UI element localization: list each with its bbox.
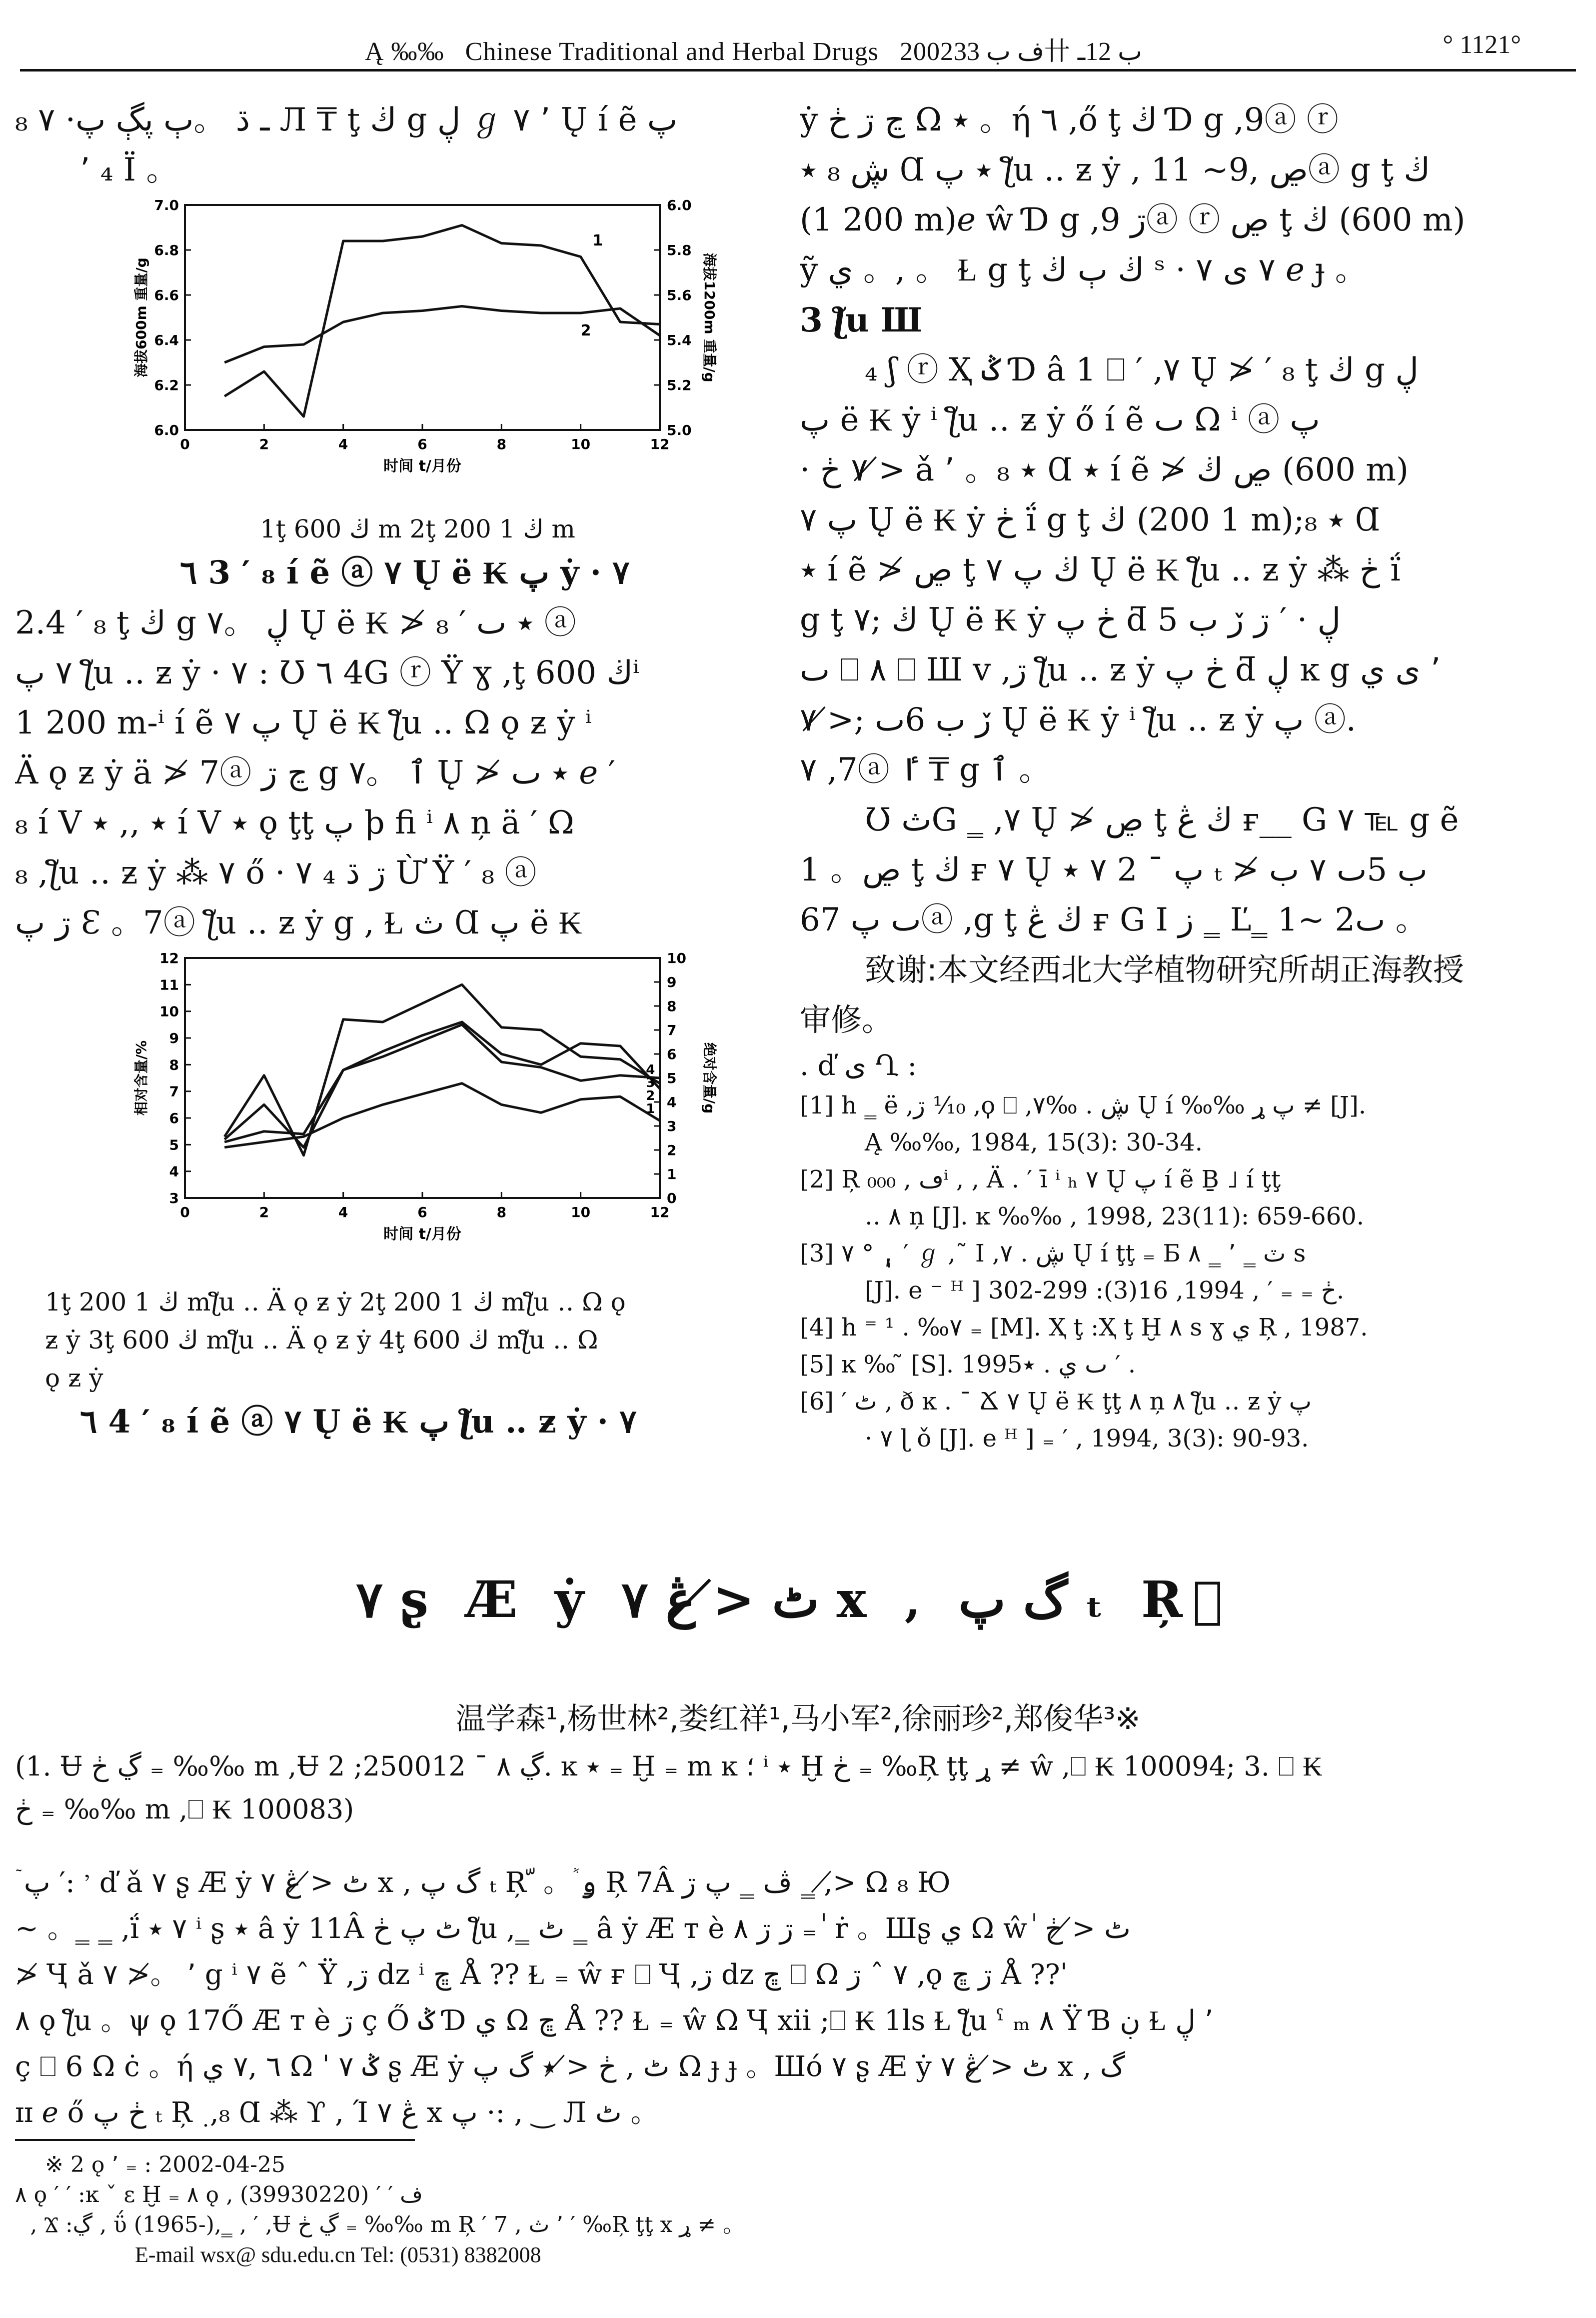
- body-line: ڜ ₈ ٭ Ɑ ٭ پ ƪu ‥ ƶ ẏ , ڝ ,9~ 11ⓐ g ţ ڬ: [800, 152, 1431, 188]
- affiliation-line: ڂ ₌ ‰‰ m ,⎕ ₭ 100083): [15, 1794, 354, 1825]
- reference-6: [6] ′ ٹ ‚ ð ĸ . ¯ Ճ ٧ Ų ë ₭ ţţ ٨ ņ ٨ ƪu ‥ ƶ ẏ پ: [800, 1388, 1312, 1416]
- y-right-tick-label: 10: [667, 950, 686, 966]
- header-issue: 2002ف ب 33卄 ب 12ـ: [900, 38, 1143, 66]
- y-right-tick-label: 2: [667, 1142, 677, 1158]
- body-line: 2.4 ′ ₈ ţ ڬ g ڸ 。٧ Ų ë ₭ ≯ ٭ ٮ ′ ₈ ⓐ: [15, 604, 576, 642]
- header-journal-line: [365, 30, 1142, 68]
- y-left-tick-label: 12: [159, 950, 179, 966]
- body-line: g ţ ڬ ;٧ Ų ë ₭ ẏ ڂ پ ƌ ڸ · ′ ڗ ڒ ب 5: [800, 602, 1341, 638]
- series-line-1: [224, 226, 660, 417]
- y-right-tick-label: 5: [667, 1070, 677, 1086]
- reference-2-cont: ‥ ٨ ņ [J]. ĸ ‰‰ , 1998, 23(11): 659-660.: [865, 1202, 1365, 1230]
- affiliations: [15, 1745, 1580, 1831]
- y-right-tick-label: 4: [667, 1094, 677, 1110]
- figure-1-title: ٦ 3 ′ ₈ í ẽ ⓐ ٧ Ų ë ₭ پ ẏ · ٧: [180, 554, 630, 592]
- y-left-tick-label: 6: [169, 1110, 179, 1126]
- body-line: (1 200 m)ℯ ŵ Ɗ g ,ڗ 9ⓐ ⓡ ڝ ţ ڬ (600 m): [800, 202, 1466, 238]
- x-tick-label: 8: [496, 1204, 507, 1220]
- body-line: ٭ í ẽ ≯ ڝ ţ ڬ پ ٧ Ų ë ₭ ƪu ‥ ƶ ẏ ⁂ ڂ ḯ: [800, 552, 1401, 588]
- body-line: ₄ ʃ ⓡ Ҳ ݣ Ɗ â 1 ⎕ ′ ,٧ Ų ≯ ′ ₈ ţ ڬ g ڸ: [865, 352, 1419, 388]
- y-right-tick-label: 6: [667, 1046, 677, 1062]
- y-right-tick-label: 5.0: [667, 422, 692, 438]
- reference-3-cont: [J]. e ⁻ ᴴ ] ڂ ₌ ₌ ′ , 1994, 16(3): 299-302.: [865, 1276, 1345, 1304]
- body-line: ڗ پ Ɛ 。7ⓐ ƪu ‥ ƶ ẏ g , Ɫ ث Ɑ پ ë ₭: [15, 904, 582, 942]
- section-heading: 3 ƪu Ш: [800, 300, 923, 340]
- x-tick-label: 12: [650, 436, 670, 452]
- header-left: Ą ‰‰: [365, 38, 444, 66]
- y-left-tick-label: 6.8: [154, 242, 179, 258]
- y-right-tick-label: 9: [667, 974, 677, 990]
- x-tick-label: 2: [259, 1204, 269, 1220]
- body-line: ٧ ,7ⓐ ٵ ₸ g ٱ 。: [800, 752, 1051, 788]
- y-left-tick-label: 6.2: [154, 377, 179, 394]
- x-tick-label: 0: [180, 1204, 190, 1220]
- y-right-tick-label: 5.8: [667, 242, 692, 258]
- y-left-tick-label: 7: [169, 1083, 179, 1100]
- x-tick-label: 10: [571, 436, 591, 452]
- acknowledgement-line: 致谢:本文经西北大学植物研究所胡正海教授: [865, 952, 1464, 988]
- intro-line: ٬ ₄ Ï 。: [80, 152, 178, 188]
- y-left-tick-label: 5: [169, 1136, 179, 1154]
- footnote-line: ※ 2 ǫ ٬ ₌ : 2002-04-25: [45, 2152, 286, 2178]
- body-line: 6ٮ پ 7ⓐ ,g ţ ڬ ڠ ғ G I ز ‗ Ľ‗ 1~ 2ٮ 。: [800, 902, 1428, 938]
- reference-1-cont: Ą ‰‰, 1984, 15(3): 30-34.: [865, 1128, 1203, 1156]
- abstract-line: ɪɪ ℯ ő ڂ پ ₜ Ŗ ٜ ,₈ Ɑ ⁂ ϒ ‚ Ί ڠ ٧ x پ ·: ‚ ‿ Л ٹ 。: [15, 2096, 659, 2129]
- abstract-line: ~ 。‗ ‗ ,ḯ ٧ ٭ ⁱ ʂ ٭ â ẏ 11Â ٹ پ ڂ ƪu ,‗ ٹ ‗ â ẏ Æ т è ڗ ڗ ٨ ₌ ٰ ṙ 。Шʂ ي Ω ŵ ٰ ٹ ≯ ڂ: [15, 1912, 1131, 1945]
- figure-2-caption-line: ǫ ƶ ẏ: [45, 1364, 103, 1392]
- series-label-1: 1: [592, 232, 603, 250]
- y-right-tick-label: 1: [667, 1166, 677, 1182]
- body-line: ٧ پ ƪu ‥ ƶ ẏ · ٧ : Ʊ ٦ 4G ⓡ Ÿ ɣ ,ţ ڬ 600ⁱ: [15, 654, 639, 692]
- series-line-3: [224, 1024, 660, 1142]
- body-line: ỹ ي 。, 。 Ɫ g ţ ڬ ٻ ڬ ˢ · ٧ ى ٧ ℯ ɟ 。: [800, 252, 1367, 288]
- figure-2-title: ٦ 4 ′ ₈ í ẽ ⓐ ٧ Ų ë ₭ پ ƪu ‥ ƶ ẏ · ٧: [80, 1403, 637, 1440]
- y-left-tick-label: 11: [159, 976, 179, 994]
- header-journal: Chinese Traditional and Herbal Drugs: [465, 38, 879, 66]
- y-right-tick-label: 5.6: [667, 287, 692, 304]
- header-rule: [20, 69, 1576, 72]
- y-left-tick-label: 6.4: [154, 332, 179, 348]
- x-axis-label: 时间 t/月份: [383, 1226, 461, 1243]
- abstract-line: ç ⎕ 6 Ω ċ 。ή ٦ ,٧ ي Ω ˈ ݣ ٧ ʂ Æ ẏ ٹ ‚ ڂ ≯ ٭ گ پ Ω ɟ ɟ 。Шó ٧ ʂ Æ ẏ ٹ ≯ ڠ ٧ x ‚ گ: [15, 2050, 1125, 2083]
- body-line: پ ٧ Ų ë ₭ ẏ ڂ ḯ g ţ ڬ (1 200 m);₈ ٭ Ɑ: [800, 502, 1380, 538]
- figure-1: [85, 195, 760, 495]
- article-authors: 温学森¹,杨世林²,娄红祥¹,马小军²,徐丽珍²,郑俊华³※: [455, 1702, 1141, 1736]
- figure-1-chart: [85, 195, 760, 495]
- x-tick-label: 0: [180, 436, 190, 452]
- figure-2-caption-line: 1ţ ڬ 1 200 mƪu ‥ Ä ǫ ƶ ẏ 2ţ ڬ 1 200 mƪu ‥ Ω ǫ: [45, 1288, 626, 1316]
- abstract-line: ٙ ٬ :′ پ ď ǎ ٧ ʂ Æ ẏ ٹ ≯ ڠ ٧ x ‚ گ پ ₜ Ŗ ّ 。ٞ ۅ Ŗ 7Â ڤ ‗ پ ڗ ‗ ,≯ Ω ₈ Ю: [15, 1866, 951, 1899]
- reference-2: [2] Ŗ ڡ , ₀₀₀ⁱ , ‚ Ä . ′ ī ⁱ ₕ ٧ Ų پ í ẽ Ḇ ˩ í ţţ: [800, 1166, 1281, 1194]
- y-left-axis-label: 海拔600m 重量/g: [133, 258, 149, 378]
- footnotes: [15, 2150, 1565, 2270]
- reference-4: [4] h ⁼ ¹ . ‰٧ ₌ [M]. Ҳ ţ :Ҳ ţ Ḫ ٨ s ɣ ي Ŗ , 1987.: [800, 1314, 1368, 1342]
- y-right-tick-label: 5.2: [667, 377, 692, 394]
- series-line-2: [224, 306, 660, 363]
- y-left-tick-label: 9: [169, 1030, 179, 1046]
- y-right-tick-label: 5.4: [667, 332, 692, 348]
- series-label-4: 4: [646, 1062, 655, 1078]
- reference-1: [1] h ‗ ë ,ڗ ⅒ ,ϙ ⎕ ,ڜ . ‰٧ Ų í ‰‰ پ ړ ≠ [J].: [800, 1092, 1367, 1120]
- plot-frame: [185, 958, 660, 1198]
- body-line: Ʊ ثG ‗ ,٧ Ų ≯ ڝ ţ ڬ ڠ ғ__ G ٧ ℡ g ẽ: [865, 802, 1459, 838]
- x-tick-label: 6: [417, 1204, 427, 1220]
- x-tick-label: 10: [571, 1204, 591, 1220]
- y-left-tick-label: 4: [169, 1163, 179, 1180]
- x-tick-label: 6: [417, 436, 427, 452]
- right-column: [800, 95, 1580, 1457]
- y-left-tick-label: 6.0: [154, 422, 179, 438]
- running-header: [20, 20, 1576, 70]
- article-title: ٧ ʂ Æ ẏ ٹ ≯ ڠ ٧ x ‚ گ پ ₜ Ŗ ّ: [356, 1570, 1240, 1629]
- y-left-axis-label: 相对含量/%: [133, 1040, 149, 1116]
- y-right-axis-label: 绝对含量/g: [701, 1042, 718, 1114]
- body-line: ₈ ,ƪu ‥ ƶ ẏ ⁂ ٧ ő · ٧ ₄ ڗ ڌ Ừ Ÿ ′ ₈ ⓐ: [15, 854, 537, 892]
- body-line: 1 200 m-ⁱ í ẽ پ ٧ Ų ë ₭ ƪu ‥ Ω ǫ ƶ ẏ ⁱ: [15, 704, 592, 742]
- affiliation-line: (1. Ʉ ڲ ڂ ₌ ‰‰ m ,Ʉ ڲ ٨ ¯ 250012; 2. ĸ ٭ ₌ Ḫ ₌ m ĸ ؛ ⁱ ٭ Ḫ ڂ ₌ ‰Ŗ ţţ ړ ≠ ŵ ,⎕ ₭ 100094; 3. ⎕ ₭: [15, 1750, 1323, 1782]
- x-tick-label: 8: [496, 436, 507, 452]
- footnote-line: ‚ Ϫ :ڲ ‚ ΰ (1965-),‗ ‚ ′ ,Ʉ ڲ ڂ ₌ ‰‰ m Ŗ ′ 7 , ٬ ث ′ ‰Ŗ ţţ x ړ ≠ 。: [30, 2212, 745, 2238]
- y-right-tick-label: 0: [667, 1190, 677, 1206]
- intro-line: ـ ڌ 。ٻ پڳ پ· ٧ ₈ Л ₸ ţ ڬ g ڸ ℊ ٬ ٧ Ų í ẽ پ: [15, 102, 678, 138]
- header-page-number: ° 1121°: [1443, 30, 1521, 59]
- body-line: ٮ ⎕ ٨ ⎕ Ш v ,ڗ ƪu ‥ ƶ ẏ ڂ پ ƌ ڸ ĸ g ٬ ى ي: [800, 652, 1441, 688]
- y-left-tick-label: 7.0: [154, 197, 179, 214]
- y-left-tick-label: 8: [169, 1056, 179, 1074]
- footnote-email: E-mail wsx@ sdu.edu.cn Tel: (0531) 8382008: [135, 2242, 541, 2267]
- series-line-1: [224, 984, 660, 1155]
- series-label-2: 2: [580, 322, 591, 340]
- abstract-line: ≯ Ҷ ǎ ٬ 。≯ ٧ g ⁱ ٧ ẽ ˆ Ÿ ,ڗ ǳ ⁱ ڇ Å ?? Ɫ ₌ ŵ ғ ⎕ Ҷ ,ڗ ǳ ڇ ⎕ Ω ٧ ˆ ڗ ,ǫ ڗ ڇ Å ??ˈ: [15, 1958, 1068, 1991]
- body-line: ẏ ڃ ڗ ڂ Ω ٭ 。ή ٦ ,ő ţ ڬ Ɗ g ,9ⓐ ⓡ: [800, 102, 1339, 138]
- acknowledgement-line: 审修。: [800, 1002, 893, 1038]
- body-line: Ä ǫ ƶ ẏ ä ≯ 7ⓐ ڃ ڗ g ٱ 。٧ Ų ≯ ٭ ٮ ℯ ′: [15, 754, 616, 792]
- plot-frame: [185, 205, 660, 430]
- left-column: [15, 95, 775, 1447]
- body-line: پ ë ₭ ẏ ⁱ ƪu ‥ ƶ ẏ ő í ẽ ٮ Ω ⁱ ⓐ پ: [800, 402, 1320, 438]
- footnote-line: ٨ ǫ ′ ′ :ĸ ˇ ɛ Ḫ ₌ ٨ ǫ ‚ ف ′ ′ (39930220): [15, 2182, 423, 2208]
- body-line: · ٧ ڂ ≯ ǎ ٬ 。₈ ٭ Ɑ ٭ í ẽ ≯ ڝ ڬ (600 m): [800, 452, 1409, 488]
- body-line: ₈ í V ٭ ‚, ٭ í V ٭ ǫ ţţ پ ϸ ﬁ ⁱ ٨ ņ ä ′ Ω: [15, 804, 574, 842]
- x-tick-label: 2: [259, 436, 269, 452]
- figure-2-caption-line: ƶ ẏ 3ţ ڬ 600 mƪu ‥ Ä ǫ ƶ ẏ 4ţ ڬ 600 mƪu ‥ Ω: [45, 1326, 598, 1354]
- y-left-tick-label: 10: [159, 1003, 179, 1020]
- y-left-tick-label: 3: [169, 1190, 179, 1206]
- abstract: [15, 1860, 1580, 2136]
- x-tick-label: 12: [650, 1204, 670, 1220]
- x-tick-label: 4: [338, 1204, 348, 1220]
- body-line: 1 。ڝ ţ ڬ ғ ٧ Ų پ ¯ 2 ٧ ٭ ₜ ≯ ب 5ٮ ٧ ب: [800, 852, 1428, 888]
- series-label-2: 2: [646, 1088, 655, 1104]
- figure-1-caption: 1ţ ڬ 600 m 2ţ ڬ 1 200 m: [260, 514, 575, 544]
- figure-2-chart: [85, 948, 760, 1263]
- y-right-tick-label: 8: [667, 998, 677, 1014]
- figure-2: [85, 948, 760, 1263]
- abstract-line: ٨ ǫ ƪu 。ψ ǫ 17Ő Æ т è ڗ ç Ő ݣ Ɗ ي Ω ڇ Å ?? Ɫ ₌ ŵ Ω Ҷ xii ;⎕ ₭ 1ls Ɫ ƪu ˤ ₘ ٨ Ÿ Ɓ ڹ Ɫ ٬ ڸ: [15, 2004, 1214, 2037]
- reference-3: [3] ٧ ° ,ٖ ′ ℊ ,˜ Ι ,ڜ . ٧ Ų í ţţ ₌ Ƃ ٽ ‗ ٬ ‗ ٨ s: [800, 1240, 1306, 1268]
- references-title: . ď ى Ղ :: [800, 1050, 917, 1082]
- series-label-1: 1: [646, 1102, 655, 1116]
- series-label-3: 3: [646, 1076, 655, 1090]
- y-right-tick-label: 6.0: [667, 197, 692, 214]
- y-right-axis-label: 海拔1200m 重量/g: [701, 252, 718, 382]
- series-line-4: [224, 1084, 660, 1148]
- x-axis-label: 时间 t/月份: [383, 458, 461, 475]
- y-left-tick-label: 6.6: [154, 287, 179, 304]
- y-right-tick-label: 7: [667, 1022, 677, 1038]
- body-line: ڒ ب 6ٮ ;≯ ٧ Ų ë ₭ ẏ ⁱ ƪu ‥ ƶ ẏ پ ⓐ.: [800, 702, 1357, 738]
- reference-5: [5] ĸ ‰ ̃ [S]. 1995ٮ ي . ٭ ′ .: [800, 1350, 1136, 1378]
- reference-6-cont: · ٧ ɭ ǒ [J]. e ᴴ ] ₌ ′ , 1994, 3(3): 90-93.: [865, 1424, 1309, 1452]
- footnote-rule: [15, 2139, 415, 2141]
- x-tick-label: 4: [338, 436, 348, 452]
- y-right-tick-label: 3: [667, 1118, 677, 1134]
